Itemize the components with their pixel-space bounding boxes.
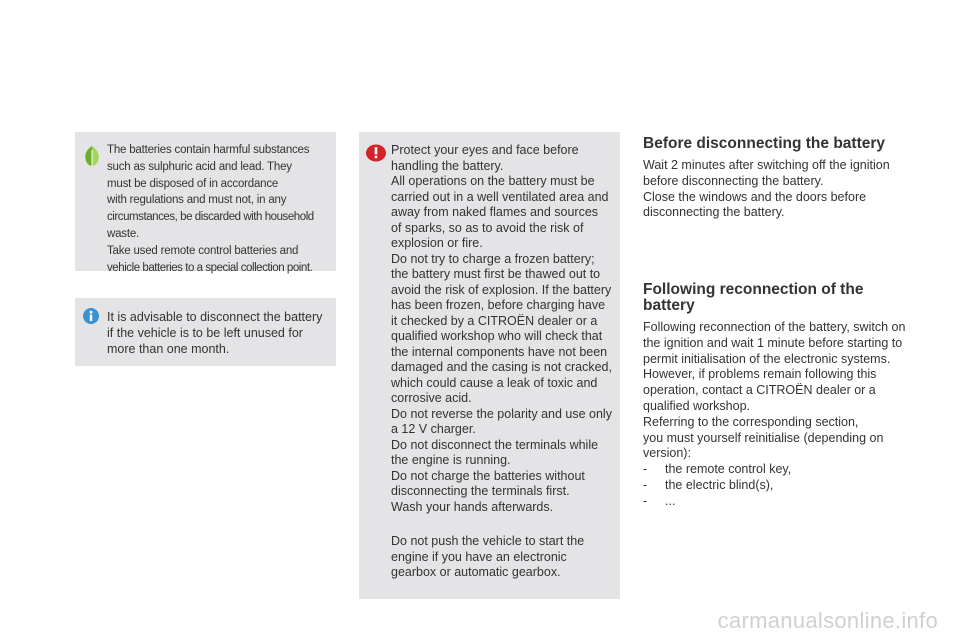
text-line: you must yourself reinitialise (depending on (643, 430, 884, 445)
text-line: handling the battery. (391, 158, 504, 173)
warning-icon (366, 144, 386, 162)
text-line: Do not push the vehicle to start the (391, 534, 585, 548)
section-title-line: Following reconnection of the (643, 281, 864, 298)
section-title-following-reconnection (643, 282, 863, 314)
text-line: Take used remote control batteries and (107, 244, 299, 257)
text-line: qualified workshop who will check that (391, 329, 603, 343)
text-line: Do not reverse the polarity and use only (391, 406, 612, 421)
text-line: operation, contact a CITROËN dealer or a (643, 383, 876, 398)
text-line: version): (643, 446, 691, 461)
text-line: The batteries contain harmful substances (107, 144, 310, 156)
text-line: such as sulphuric acid and lead. They (107, 160, 292, 173)
text-line: qualified workshop. (643, 398, 751, 413)
text-line: gearbox or automatic gearbox. (391, 565, 561, 579)
text-line: engine if you have an electronic (391, 549, 567, 564)
text-line: vehicle batteries to a special collection point. (107, 261, 313, 274)
text-line: carried out in a well ventilated area and (391, 189, 609, 204)
list-item (643, 494, 918, 510)
section-title-before-disconnecting: Before disconnecting the battery (643, 135, 886, 152)
text-line: if the vehicle is to be left unused for (107, 325, 303, 340)
before-disconnecting-text (643, 158, 913, 221)
following-reconnection-text (643, 320, 918, 510)
text-line: must be disposed of in accordance (107, 177, 279, 190)
text-line: circumstances, be discarded with household (107, 211, 314, 224)
text-line: a 12 V charger. (391, 422, 476, 436)
environment-note-text (107, 142, 333, 276)
text-line: waste. (107, 227, 140, 240)
text-line: disconnecting the battery. (643, 205, 785, 220)
list-dash: - (643, 477, 648, 492)
info-icon (83, 308, 99, 324)
text-line: which could cause a leak of toxic and (391, 375, 598, 390)
list-dash: - (643, 462, 648, 477)
text-line: the battery must first be thawed out to (391, 267, 601, 281)
text-line: Referring to the corresponding section, (643, 414, 859, 429)
list-item-text: ... (665, 493, 676, 508)
text-line: the ignition and wait 1 minute before starting to (643, 335, 903, 350)
text-line: However, if problems remain following this (643, 367, 877, 382)
warning-note-box (359, 132, 620, 599)
info-note-text (107, 310, 333, 357)
text-line: Do not disconnect the terminals while (391, 437, 599, 452)
text-line: Protect your eyes and face before (391, 143, 579, 157)
section-title-line: battery (643, 297, 695, 314)
list-item (643, 478, 918, 494)
watermark-text: carmanualsonline.info (717, 608, 938, 633)
text-line: Wash your hands afterwards. (391, 499, 554, 514)
text-line: It is advisable to disconnect the battery (107, 310, 323, 324)
text-line: with regulations and must not, in any (107, 194, 287, 207)
text-line: permit initialisation of the electronic systems. (643, 351, 891, 366)
text-line: away from naked flames and sources (391, 205, 599, 219)
list-item-text: the electric blind(s), (665, 477, 774, 492)
text-line: has been frozen, before charging have (391, 298, 606, 312)
list-item-text: the remote control key, (665, 462, 792, 477)
environment-note-box (75, 132, 336, 274)
list-item (643, 462, 918, 478)
text-line: explosion or fire. (391, 236, 483, 250)
text-line: disconnecting the terminals first. (391, 484, 570, 498)
leaf-icon (83, 145, 101, 167)
text-line: of sparks, so as to avoid the risk of (391, 220, 584, 235)
text-line: corrosive acid. (391, 391, 472, 405)
text-line: avoid the risk of explosion. If the battery (391, 282, 612, 297)
text-line: it checked by a CITROËN dealer or a (391, 313, 598, 328)
warning-note-extra-text (391, 534, 617, 581)
list-dash: - (643, 493, 648, 508)
text-line: Following reconnection of the battery, switch on (643, 320, 906, 334)
text-line: Do not try to charge a frozen battery; (391, 251, 595, 266)
text-line: before disconnecting the battery. (643, 173, 824, 188)
text-line: more than one month. (107, 341, 230, 356)
info-note-box (75, 298, 336, 366)
text-line: the internal components have not been (391, 344, 608, 359)
text-line: Close the windows and the doors before (643, 189, 867, 204)
warning-note-text (391, 143, 617, 515)
text-line: All operations on the battery must be (391, 174, 595, 188)
text-line: damaged and the casing is not cracked, (391, 360, 612, 374)
text-line: the engine is running. (391, 453, 511, 467)
text-line: Do not charge the batteries without (391, 468, 585, 483)
text-line: Wait 2 minutes after switching off the ignition (643, 158, 890, 172)
